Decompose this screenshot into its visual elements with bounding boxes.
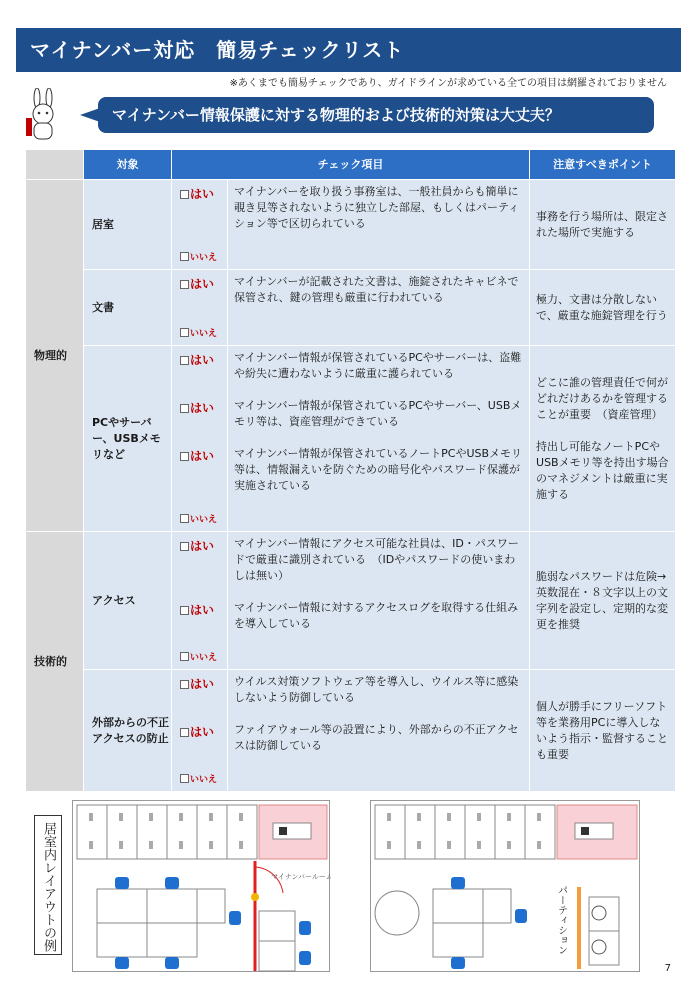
answer-cell — [172, 180, 228, 270]
layout-example-label: 居室内レイアウトの例 — [34, 815, 62, 955]
checkbox-icon — [180, 252, 189, 261]
category-physical: 物理的 — [26, 180, 84, 532]
category-technical: 技術的 — [26, 532, 84, 792]
checkbox-icon — [180, 190, 189, 199]
page-title: マイナンバー対応 簡易チェックリスト — [16, 28, 681, 72]
point-cell — [530, 346, 676, 532]
point-cell: 脆弱なパスワードは危険→英数混在・８文字以上の文字列を設定し、定期的な変更を推奨 — [530, 532, 676, 670]
check-item: ウイルス対策ソフトウェア等を導入し、ウイルス等に感染しないよう防御している — [234, 675, 519, 704]
checkbox-icon — [180, 514, 189, 523]
yes-checkbox[interactable] — [180, 724, 227, 740]
table-header-row — [26, 150, 676, 180]
checkbox-icon — [180, 728, 189, 737]
room-label: マイナンバールーム — [271, 873, 331, 881]
check-item-cell — [228, 180, 530, 270]
checkbox-icon — [180, 652, 189, 661]
yes-label: はい — [190, 449, 215, 463]
check-item: マイナンバーが記載された文書は、施錠されたキャビネで保管され、鍵の管理も厳重に行われている — [234, 275, 519, 304]
checkbox-icon — [180, 774, 189, 783]
check-item-cell — [228, 532, 530, 670]
header-points: 注意すべきポイント — [530, 150, 676, 180]
target-docs: 文書 — [84, 270, 172, 346]
yes-checkbox[interactable] — [180, 352, 227, 368]
no-label: いいえ — [190, 515, 218, 525]
speech-bubble-tail — [80, 108, 100, 122]
target-pc: PCやサーバー、USBメモリなど — [84, 346, 172, 532]
no-checkbox[interactable] — [180, 772, 217, 788]
yes-checkbox[interactable] — [180, 538, 227, 554]
table-row — [26, 670, 676, 792]
table-row — [26, 346, 676, 532]
yes-checkbox[interactable] — [180, 676, 227, 692]
check-item-cell — [228, 346, 530, 532]
check-item: マイナンバー情報が保管されているPCやサーバーは、盗難や紛失に遭わないように厳重に護られている — [234, 351, 522, 380]
answer-cell — [172, 532, 228, 670]
yes-checkbox[interactable] — [180, 276, 227, 292]
disclaimer-note: ※あくまでも簡易チェックであり、ガイドラインが求めている全ての項目は網羅されておりません — [229, 78, 667, 89]
point-text: どこに誰の管理責任で何がどれだけあるかを管理することが重要 （資産管理） — [536, 375, 669, 421]
yes-checkbox[interactable] — [180, 448, 227, 464]
check-item: ファイアウォール等の設置により、外部からの不正アクセスは防御している — [234, 723, 519, 752]
checkbox-icon — [180, 606, 189, 615]
table-row — [26, 180, 676, 270]
rabbit-mascot-icon — [22, 88, 66, 142]
yes-label: はい — [190, 725, 215, 739]
no-label: いいえ — [190, 253, 218, 263]
yes-label: はい — [190, 539, 215, 553]
no-label: いいえ — [190, 775, 218, 785]
checkbox-icon — [180, 328, 189, 337]
point-cell: 個人が勝手にフリーソフト等を業務用PCに導入しないよう指示・監督することも重要 — [530, 670, 676, 792]
answer-cell — [172, 346, 228, 532]
no-checkbox[interactable] — [180, 326, 217, 342]
yes-checkbox[interactable] — [180, 400, 227, 416]
check-item-cell — [228, 270, 530, 346]
no-checkbox[interactable] — [180, 512, 217, 528]
header-check-items: チェック項目 — [172, 150, 530, 180]
check-item: マイナンバー情報が保管されているノートPCやUSBメモリ等は、情報漏えいを防ぐための暗号化やパスワード保護が実施されている — [234, 447, 523, 492]
table-row — [26, 270, 676, 346]
target-room: 居室 — [84, 180, 172, 270]
floor-plan-partition-icon — [371, 801, 641, 973]
point-text: 持出し可能なノートPCやUSBメモリ等を持出す場合のマネジメントは厳重に実施する — [536, 439, 669, 501]
yes-label: はい — [190, 401, 215, 415]
checkbox-icon — [180, 542, 189, 551]
yes-label: はい — [190, 603, 215, 617]
check-item: マイナンバー情報が保管されているPCやサーバー、USBメモリ等は、資産管理ができている — [234, 399, 522, 428]
target-external: 外部からの不正アクセスの防止 — [84, 670, 172, 792]
check-item-cell — [228, 670, 530, 792]
target-access: アクセス — [84, 532, 172, 670]
yes-checkbox[interactable] — [180, 186, 227, 202]
layout-diagram-partition — [370, 800, 640, 972]
header-target: 対象 — [84, 150, 172, 180]
checkbox-icon — [180, 680, 189, 689]
point-cell: 極力、文書は分散しないで、厳重な施錠管理を行う — [530, 270, 676, 346]
checklist-table — [25, 149, 676, 792]
no-label: いいえ — [190, 653, 218, 663]
yes-label: はい — [190, 277, 215, 291]
layout-diagram-room — [72, 800, 330, 972]
yes-label: はい — [190, 187, 215, 201]
checkbox-icon — [180, 452, 189, 461]
checkbox-icon — [180, 356, 189, 365]
question-banner: マイナンバー情報保護に対する物理的および技術的対策は大丈夫？ — [98, 97, 654, 133]
table-row — [26, 532, 676, 670]
floor-plan-room-icon — [73, 801, 331, 973]
yes-label: はい — [190, 353, 215, 367]
yes-label: はい — [190, 677, 215, 691]
checkbox-icon — [180, 404, 189, 413]
check-item: マイナンバー情報にアクセス可能な社員は、ID・パスワードで厳重に識別されている （IDやパスワードの使いまわしは無い） — [234, 537, 519, 582]
no-label: いいえ — [190, 329, 218, 339]
no-checkbox[interactable] — [180, 250, 217, 266]
partition-label: パーティション — [555, 885, 567, 955]
checkbox-icon — [180, 280, 189, 289]
answer-cell — [172, 670, 228, 792]
check-item: マイナンバー情報に対するアクセスログを取得する仕組みを導入している — [234, 601, 519, 630]
page-number: 7 — [664, 963, 671, 974]
yes-checkbox[interactable] — [180, 602, 227, 618]
no-checkbox[interactable] — [180, 650, 217, 666]
answer-cell — [172, 270, 228, 346]
check-item: マイナンバーを取り扱う事務室は、一般社員からも簡単に覗き見等されないように独立した部屋、もしくはパーティション等で区切られている — [234, 185, 520, 230]
header-blank — [26, 150, 84, 180]
point-cell: 事務を行う場所は、限定された場所で実施する — [530, 180, 676, 270]
